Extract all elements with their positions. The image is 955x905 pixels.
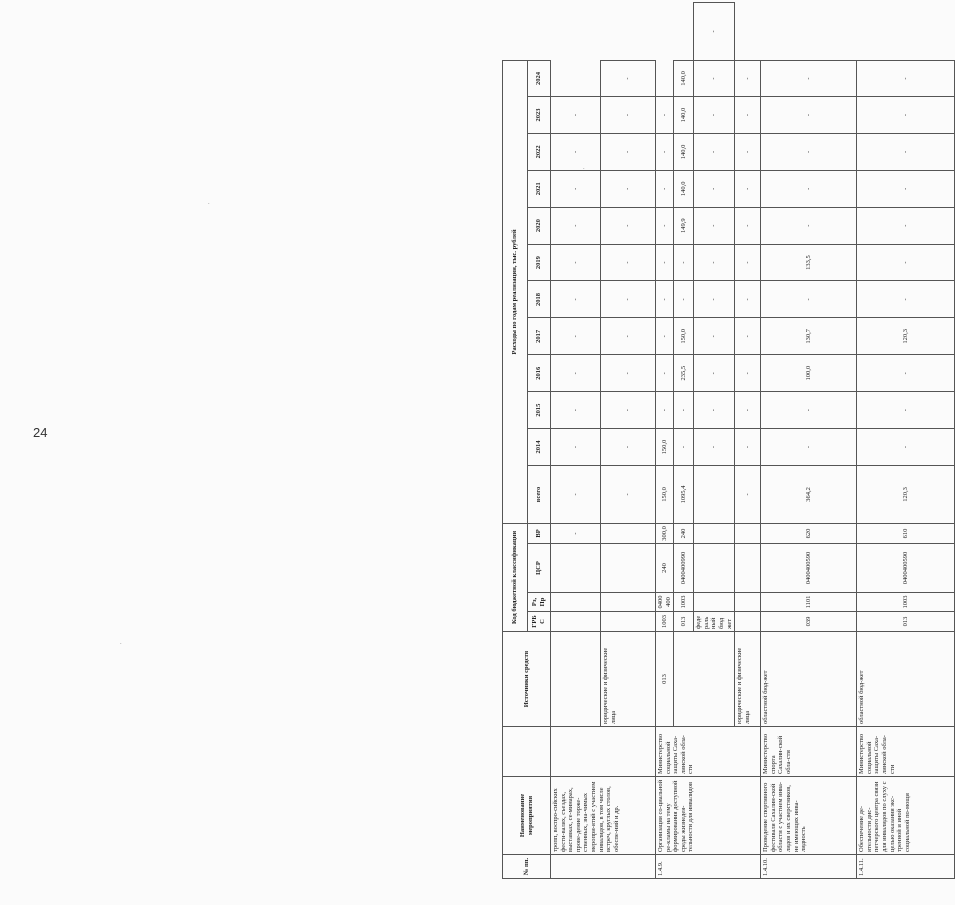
- table-row: [656, 3, 674, 879]
- cell-year-value: -: [857, 207, 955, 244]
- cell-grbs: [551, 632, 601, 727]
- cell-year-value: -: [694, 133, 735, 170]
- stray-mark: .: [583, 165, 585, 171]
- cell-year-value: -: [551, 318, 601, 355]
- cell-total: 120,3: [857, 465, 955, 523]
- cell-year-value: 150,0: [656, 465, 674, 523]
- cell-year-value: -: [674, 429, 694, 466]
- header-kbk: Код бюджетной классификации: [503, 523, 528, 631]
- cell-year-value: -: [857, 281, 955, 318]
- cell-grbs: [735, 612, 761, 632]
- cell-source: областной бюд-жет: [857, 632, 955, 727]
- header-year: 2016: [528, 355, 551, 392]
- cell-year-value: -: [694, 207, 735, 244]
- cell-vr: [551, 544, 601, 593]
- cell-year-value: 140,0: [674, 133, 694, 170]
- header-vr: ВР: [528, 523, 551, 543]
- cell-vr: 620: [761, 523, 857, 543]
- table-row: [551, 3, 601, 879]
- cell-year-value: -: [601, 318, 656, 355]
- cell-year-value: -: [656, 355, 674, 392]
- cell-year-value: -: [656, 97, 674, 134]
- cell-year-value: -: [551, 465, 601, 523]
- cell-grbs: [694, 593, 735, 612]
- cell-source: федеральный бюджет: [694, 612, 735, 632]
- cell-year-value: -: [857, 244, 955, 281]
- cell-executor: Министерство спорта Сахалин-ской обла-сти: [761, 727, 857, 777]
- header-year: 2019: [528, 244, 551, 281]
- cell-year-value: -: [761, 392, 857, 429]
- cell-year-value: -: [735, 244, 761, 281]
- cell-executor: Министерство социальной защиты Саха-линской обла-сти: [656, 727, 761, 777]
- cell-csr: 0400400590: [857, 544, 955, 593]
- cell-year-value: -: [857, 429, 955, 466]
- cell-year-value: -: [761, 281, 857, 318]
- cell-year-value: -: [761, 60, 857, 96]
- header-year: 2015: [528, 392, 551, 429]
- cell-year-value: 149,9: [674, 207, 694, 244]
- cell-year-value: -: [735, 318, 761, 355]
- cell-year-value: -: [694, 3, 735, 61]
- cell-source: областной бюд-жет: [761, 632, 857, 727]
- cell-total: -: [551, 523, 601, 543]
- cell-vr: 610: [857, 523, 955, 543]
- cell-vr: 240: [674, 523, 694, 543]
- cell-no: [551, 855, 656, 879]
- cell-grbs: [601, 612, 656, 632]
- cell-year-value: -: [551, 429, 601, 466]
- cell-year-value: -: [694, 60, 735, 96]
- cell-csr: 0400400990: [674, 544, 694, 593]
- cell-total: -: [601, 465, 656, 523]
- cell-rzpr: 1003: [857, 593, 955, 612]
- cell-vr: 240: [656, 544, 674, 593]
- header-expenses: Расходы по годам реализации, тыс. рублей: [503, 60, 528, 523]
- cell-year-value: -: [656, 392, 674, 429]
- cell-year-value: 235,5: [674, 355, 694, 392]
- cell-year-value: 140,0: [674, 60, 694, 96]
- cell-year-value: -: [694, 392, 735, 429]
- cell-year-value: -: [694, 170, 735, 207]
- cell-grbs: 039: [761, 612, 857, 632]
- cell-csr: [735, 544, 761, 593]
- cell-rzpr: [601, 593, 656, 612]
- cell-year-value: -: [551, 207, 601, 244]
- cell-year-value: -: [857, 392, 955, 429]
- cell-total: -: [735, 465, 761, 523]
- cell-year-value: 130,7: [761, 318, 857, 355]
- cell-vr: [601, 523, 656, 543]
- cell-grbs: 013: [857, 612, 955, 632]
- cell-year-value: -: [601, 429, 656, 466]
- cell-year-value: 140,0: [674, 170, 694, 207]
- cell-year-value: -: [656, 281, 674, 318]
- cell-grbs: 013: [656, 632, 674, 727]
- header-year: 2023: [528, 97, 551, 134]
- cell-year-value: -: [674, 392, 694, 429]
- cell-no: 1.4.9.: [656, 855, 761, 879]
- cell-rzpr: 1101: [761, 593, 857, 612]
- cell-csr: [601, 544, 656, 593]
- cell-year-value: -: [601, 281, 656, 318]
- cell-year-value: -: [694, 97, 735, 134]
- cell-vr: [694, 465, 735, 523]
- cell-csr: 0400400: [656, 593, 674, 612]
- cell-vr: [735, 523, 761, 543]
- cell-year-value: -: [551, 392, 601, 429]
- cell-year-value: -: [735, 429, 761, 466]
- cell-source: юридические и физические лица: [735, 632, 761, 727]
- cell-year-value: -: [551, 355, 601, 392]
- header-no: № пп.: [503, 855, 551, 879]
- cell-year-value: -: [551, 281, 601, 318]
- cell-year-value: -: [694, 318, 735, 355]
- cell-year-value: 140,0: [674, 97, 694, 134]
- cell-year-value: -: [601, 60, 656, 96]
- cell-year-value: 100,0: [761, 355, 857, 392]
- cell-name: Обеспечение де-ятельности дис-петчерского центра связи для инвалидов по слуху с целью оказания экс-тренной и иной социальной по-мощи: [857, 777, 955, 855]
- cell-total: 364,2: [761, 465, 857, 523]
- cell-year-value: -: [857, 60, 955, 96]
- cell-year-value: -: [674, 244, 694, 281]
- cell-year-value: -: [761, 170, 857, 207]
- header-name: Наименование мероприятия: [503, 777, 551, 855]
- cell-year-value: -: [857, 355, 955, 392]
- cell-name: тропп, воспро-сийских фести-валях, съездах, выставках, се-минарах, прове-дение торже-ственных, зна-чимых меропри-ятий с участием инвалидов, в том числе встреч, круглых столов, обеспе-ний и др.: [551, 777, 656, 855]
- cell-year-value: -: [735, 170, 761, 207]
- cell-year-value: -: [656, 133, 674, 170]
- cell-year-value: -: [551, 170, 601, 207]
- cell-year-value: -: [761, 97, 857, 134]
- cell-grbs: 013: [674, 612, 694, 632]
- cell-year-value: 150,0: [674, 318, 694, 355]
- cell-year-value: 120,3: [857, 318, 955, 355]
- header-grbs: ГРБС: [528, 612, 551, 632]
- cell-total: -: [694, 429, 735, 466]
- cell-year-value: -: [735, 207, 761, 244]
- header-year: 2014: [528, 429, 551, 466]
- cell-year-value: -: [601, 244, 656, 281]
- cell-year-value: -: [735, 60, 761, 96]
- header-csr: ЦСР: [528, 544, 551, 593]
- cell-year-value: -: [656, 318, 674, 355]
- cell-csr: 0400400590: [761, 544, 857, 593]
- cell-source: юридические и физические лица: [601, 632, 656, 727]
- page-number: 24: [33, 425, 48, 440]
- cell-year-value: -: [761, 429, 857, 466]
- cell-year-value: -: [601, 355, 656, 392]
- cell-year-value: -: [656, 170, 674, 207]
- cell-year-value: -: [674, 281, 694, 318]
- cell-year-value: -: [551, 244, 601, 281]
- budget-table: [502, 2, 955, 879]
- cell-year-value: -: [601, 133, 656, 170]
- header-sources: Источники средств: [503, 632, 551, 727]
- cell-rzpr: [551, 612, 601, 632]
- cell-year-value: -: [761, 207, 857, 244]
- cell-no: 1.4.10.: [761, 855, 857, 879]
- cell-rzpr: [694, 544, 735, 593]
- cell-csr: [551, 593, 601, 612]
- header-total: всего: [528, 465, 551, 523]
- cell-year-value: -: [735, 97, 761, 134]
- cell-year-value: -: [735, 133, 761, 170]
- header-year: 2018: [528, 281, 551, 318]
- cell-year-value: -: [601, 392, 656, 429]
- cell-year-value: -: [656, 244, 674, 281]
- cell-total: 300,0: [656, 523, 674, 543]
- cell-rzpr: [735, 593, 761, 612]
- cell-rzpr: 1003: [656, 612, 674, 632]
- stray-mark: .: [120, 640, 122, 646]
- cell-year-value: -: [551, 133, 601, 170]
- cell-year-value: -: [694, 355, 735, 392]
- header-rzpr: Рз, Пр: [528, 593, 551, 612]
- cell-year-value: -: [694, 244, 735, 281]
- header-executor: [503, 727, 551, 777]
- cell-year-value: -: [735, 392, 761, 429]
- cell-no: 1.4.11.: [857, 855, 955, 879]
- cell-year-value: -: [761, 133, 857, 170]
- cell-year-value: 150,0: [656, 429, 674, 466]
- cell-source: [674, 632, 735, 727]
- cell-name: Организация со-циальной ре-кламы на тему формирования доступной среды жизнедея-тельности для инвалидов: [656, 777, 761, 855]
- cell-year-value: -: [551, 97, 601, 134]
- cell-year-value: -: [656, 207, 674, 244]
- cell-year-value: -: [601, 207, 656, 244]
- cell-year-value: -: [601, 97, 656, 134]
- cell-year-value: -: [857, 170, 955, 207]
- cell-year-value: -: [735, 281, 761, 318]
- cell-year-value: -: [735, 355, 761, 392]
- cell-total: 1095,4: [674, 465, 694, 523]
- cell-executor: Министерство социальной защиты Саха-линской обла-сти: [857, 727, 955, 777]
- cell-csr: [694, 523, 735, 543]
- table-row: [761, 3, 857, 879]
- cell-year-value: -: [857, 97, 955, 134]
- cell-name: Проведение спортивного фестиваля Сахалин-ской области с участием инва-лидов и их сверстников, не имеющих инва-лидность: [761, 777, 857, 855]
- cell-year-value: -: [857, 133, 955, 170]
- stray-mark: .: [208, 200, 210, 206]
- cell-rzpr: 1003: [674, 593, 694, 612]
- header-year: 2022: [528, 133, 551, 170]
- table-row: [857, 3, 955, 879]
- rotated-table-container: [502, 2, 936, 879]
- cell-year-value: 133,5: [761, 244, 857, 281]
- header-year: 2021: [528, 170, 551, 207]
- cell-year-value: -: [694, 281, 735, 318]
- header-year: 2017: [528, 318, 551, 355]
- header-year: 2024: [528, 60, 551, 96]
- cell-year-value: -: [601, 170, 656, 207]
- cell-executor: [551, 727, 656, 777]
- header-year: 2020: [528, 207, 551, 244]
